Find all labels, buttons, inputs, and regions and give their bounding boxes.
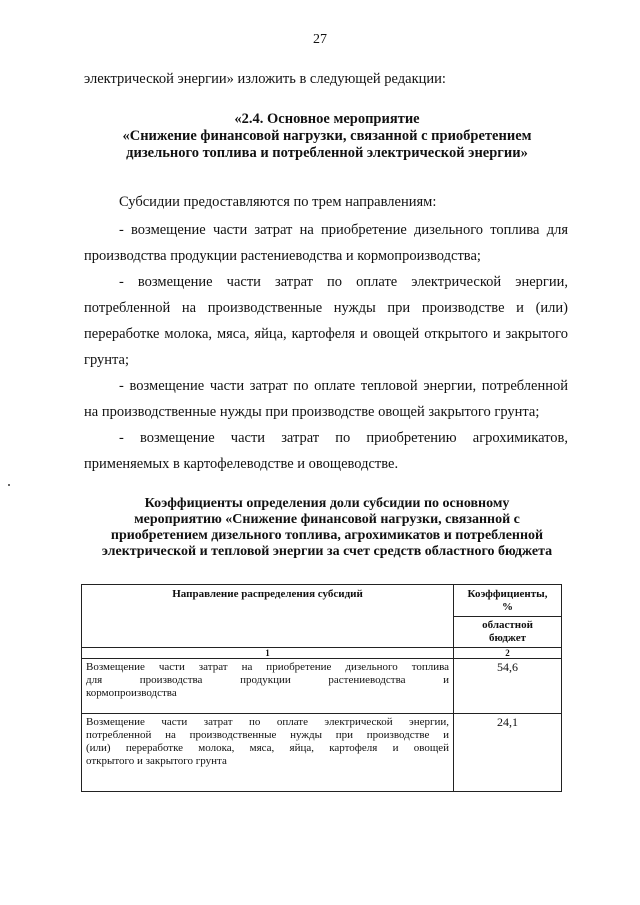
col1-header (82, 585, 454, 648)
direction-2-line-3: переработке молока, мяса, яйца, картофеля и овощей открытого и закрытого (84, 326, 568, 342)
row-2-line-3: (или) переработке молока, мяса, яйца, картофеля и овощей (86, 742, 450, 754)
intro-line: электрической энергии» изложить в следующей редакции: (84, 71, 446, 87)
heading-line-2: «Снижение финансовой нагрузки, связанной с приобретением (122, 128, 532, 144)
table-title-line-1: Коэффициенты определения доли субсидии по основному (144, 496, 510, 511)
table-title-line-3: приобретением дизельного топлива, агрохимикатов и потребленной (110, 528, 544, 543)
row-2-coefficient: 24,1 (454, 714, 562, 792)
col2-number: 2 (454, 648, 562, 659)
table-row (82, 659, 562, 714)
page-number: 27 (313, 32, 327, 47)
table-row (82, 714, 562, 792)
row-2-line-1: Возмещение части затрат по оплате электрической энергии, (86, 716, 450, 728)
row-1-direction (82, 659, 454, 714)
row-1-line-3: кормопроизводства (86, 687, 177, 699)
scan-speck (8, 484, 10, 486)
col2-subheader-line-2: бюджет (489, 632, 527, 644)
heading-line-1: «2.4. Основное мероприятие (234, 111, 420, 127)
direction-4-line-1: - возмещение части затрат по приобретению агрохимикатов, (119, 430, 568, 446)
direction-3-line-2: на производственные нужды при производстве овощей закрытого грунта; (84, 404, 540, 420)
table-title-line-4: электрической и тепловой энергии за счет средств областного бюджета (101, 544, 553, 559)
col2-header-line-1: Коэффициенты, (467, 588, 548, 600)
table-header-row (82, 585, 562, 617)
direction-2-line-1: - возмещение части затрат по оплате электрической энергии, (119, 274, 568, 290)
subsidies-intro: Субсидии предоставляются по трем направлениям: (119, 194, 437, 210)
direction-1-line-2: производства продукции растениеводства и кормопроизводства; (84, 248, 481, 264)
col2-header-line-2: % (502, 601, 514, 613)
table-title-line-2: мероприятию «Снижение финансовой нагрузки, связанной с (134, 512, 520, 527)
row-1-line-2: для производства продукции растениеводства и (86, 674, 450, 686)
row-2-line-2: потребленной на производственные нужды при производстве и (86, 729, 450, 741)
heading-line-3: дизельного топлива и потребленной электрической энергии» (126, 145, 528, 161)
col2-subheader (454, 617, 562, 648)
row-2-direction (82, 714, 454, 792)
direction-2-line-2: потребленной на производственные нужды при производстве и (или) (84, 300, 568, 316)
col1-header-text: Направление распределения субсидий (172, 588, 363, 600)
col2-subheader-line-1: областной (482, 619, 533, 631)
row-1-line-1: Возмещение части затрат на приобретение дизельного топлива (86, 661, 450, 673)
coefficients-table (81, 584, 562, 792)
col1-number: 1 (82, 648, 454, 659)
direction-1-line-1: - возмещение части затрат на приобретение дизельного топлива для (119, 222, 568, 238)
row-1-coefficient: 54,6 (454, 659, 562, 714)
table-number-row (82, 648, 562, 659)
direction-3-line-1: - возмещение части затрат по оплате тепловой энергии, потребленной (119, 378, 568, 394)
col2-header (454, 585, 562, 617)
direction-4-line-2: применяемых в картофелеводстве и овощеводстве. (84, 456, 399, 472)
direction-2-line-4: грунта; (84, 352, 129, 368)
row-2-line-4: открытого и закрытого грунта (86, 755, 227, 767)
